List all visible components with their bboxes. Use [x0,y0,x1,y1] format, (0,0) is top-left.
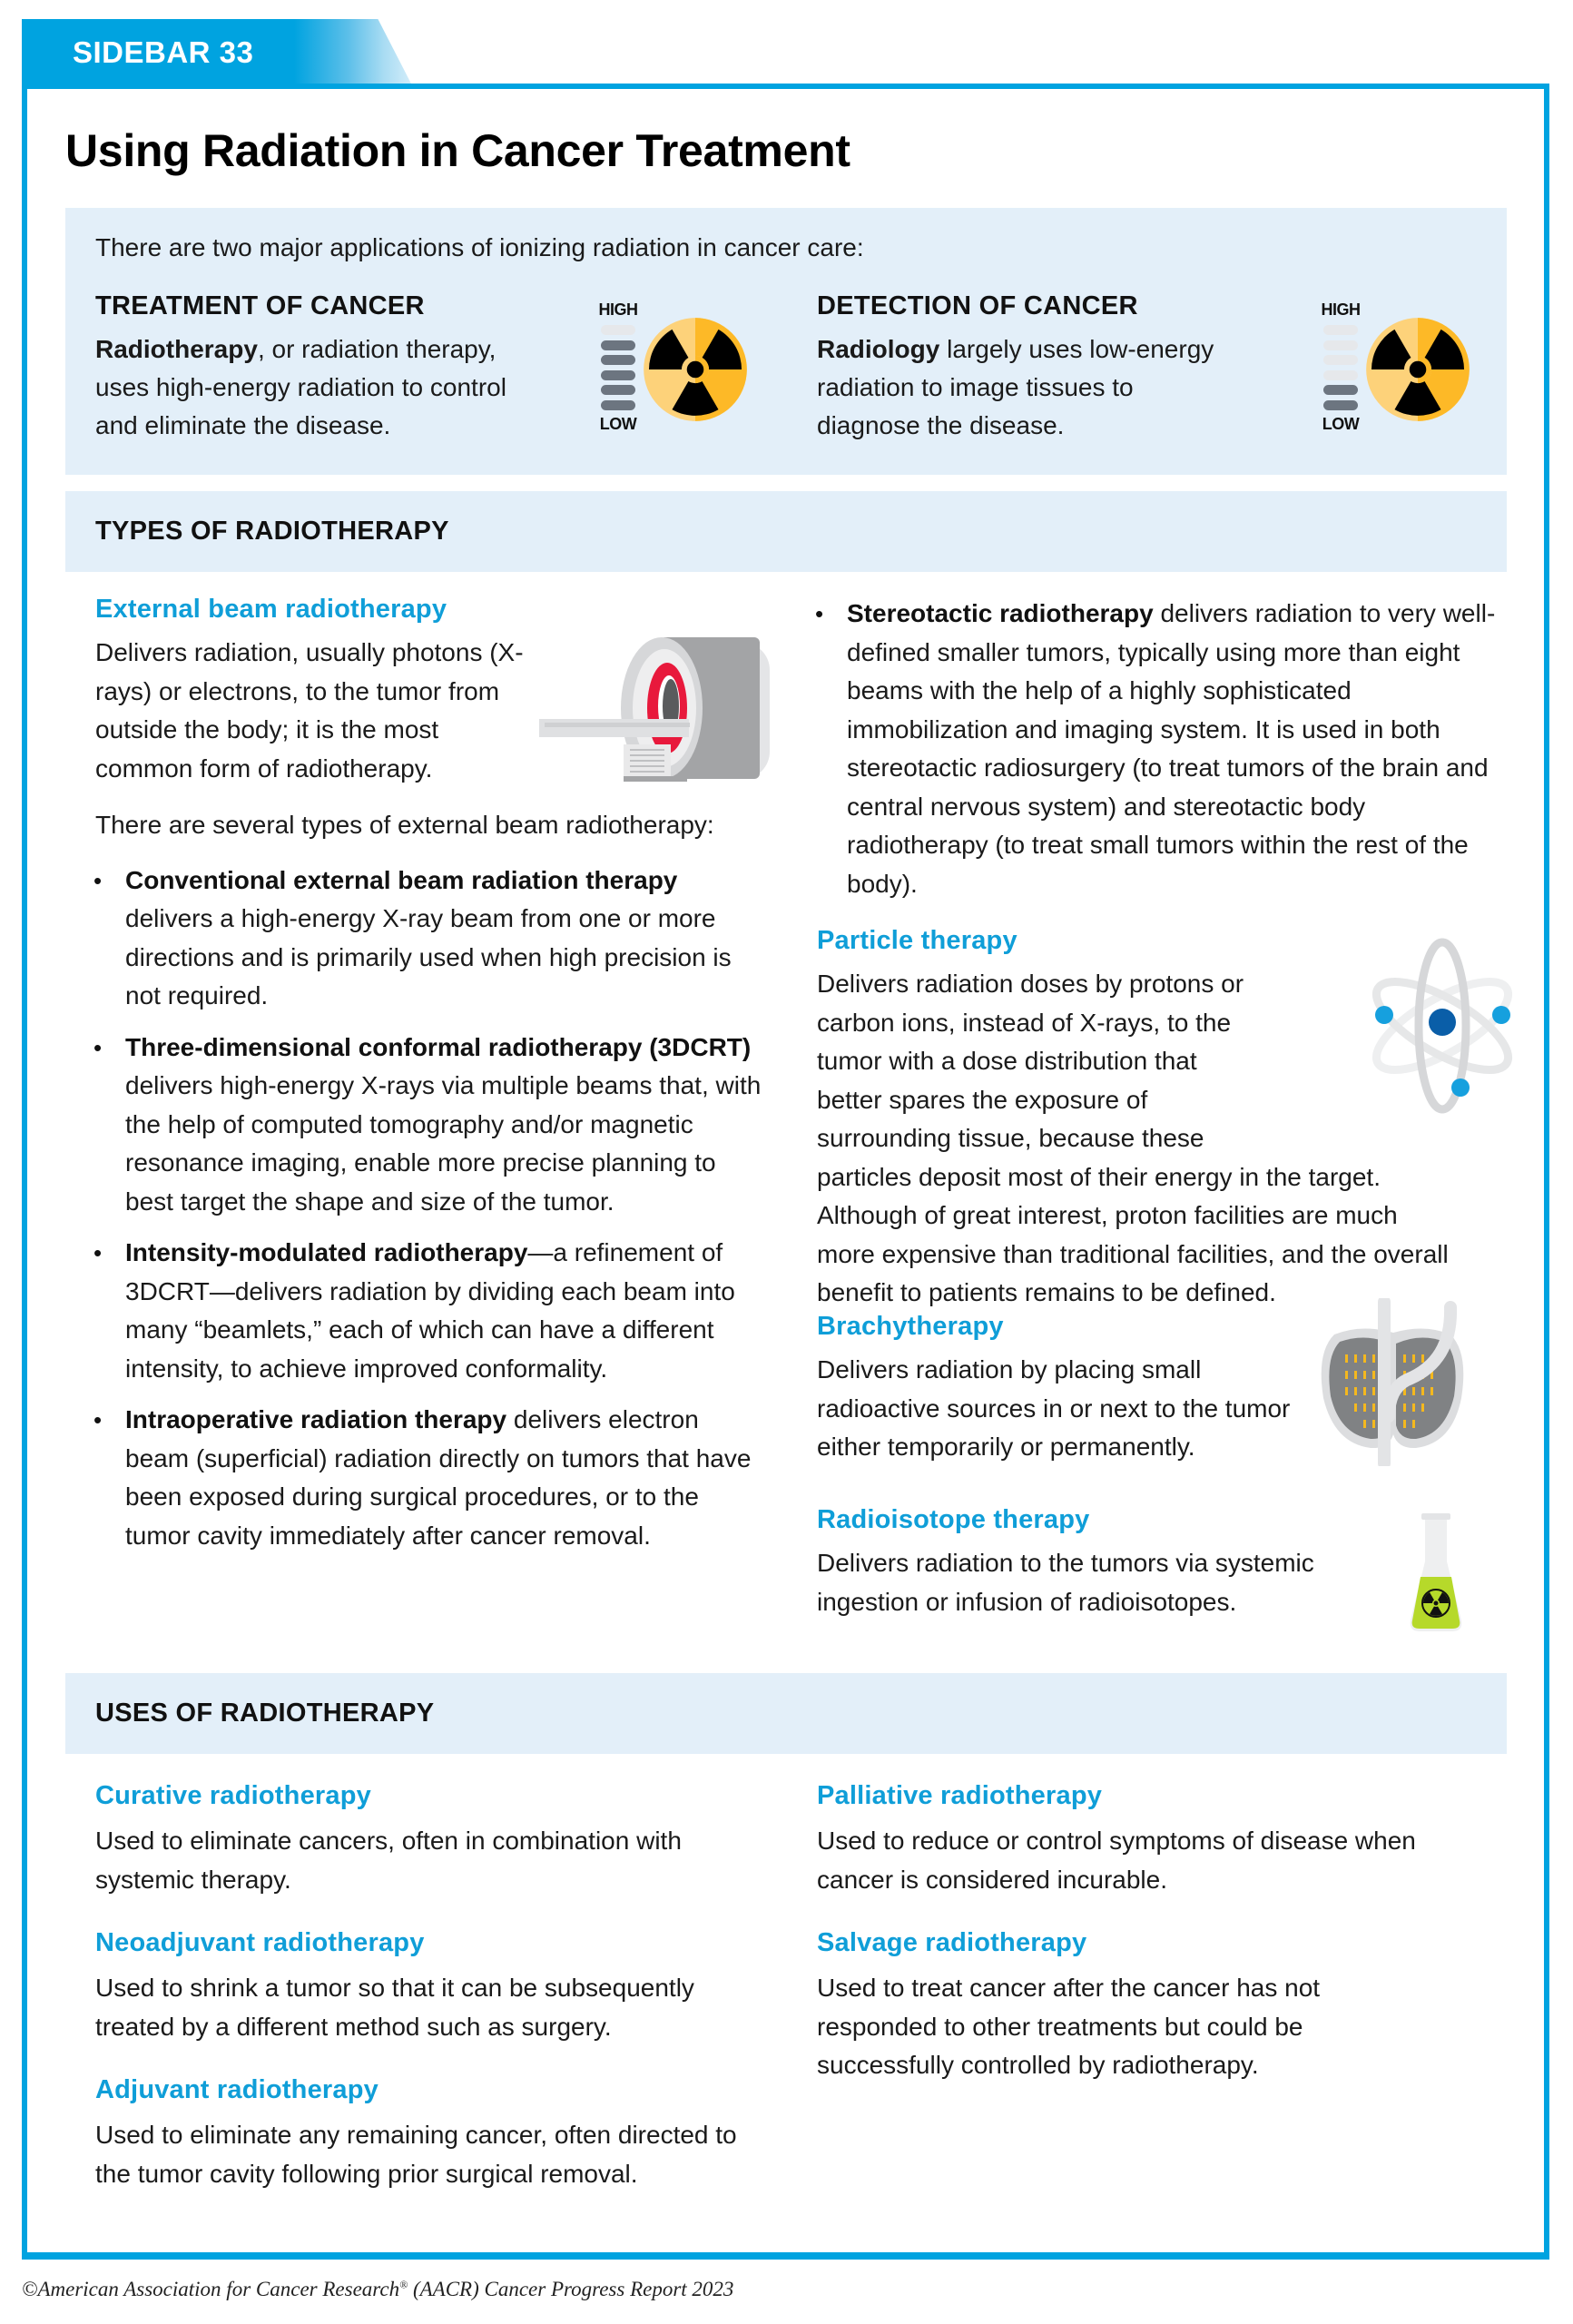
list-item: • Intensity-modulated radiotherapy—a refinement of 3DCRT—delivers radiation by dividing each beam into many “beamlets,” each of which can have a different intensity, to achieve improved conformality. [86,1234,767,1388]
use-description: Used to treat cancer after the cancer has not responded to other treatments but could be successfully controlled by radiotherapy. [817,1974,1321,2079]
sidebar-tab [22,19,414,89]
atom-icon [1362,935,1523,1117]
gauge-bar [1323,400,1358,410]
gauge-bar [601,355,635,365]
treatment-of-cancer [95,291,567,445]
intro-panel [65,208,1507,475]
uses-section-header [65,1673,1507,1754]
radioisotope-therapy-section [817,1505,1380,1621]
use-heading: Adjuvant radiotherapy [95,2075,379,2104]
gauge-bar [1323,340,1358,350]
uses-left-column [95,1781,776,2193]
treatment-description: Radiotherapy, or radiation therapy, uses high-energy radiation to control and eliminate the disease. [95,335,506,439]
use-heading: Palliative radiotherapy [817,1781,1103,1810]
detection-heading: DETECTION OF CANCER [817,291,1138,320]
gauge-bar [1323,325,1358,335]
gauge-low-label: LOW [1322,415,1360,433]
gauge-low-label: LOW [599,415,637,433]
use-description: Used to reduce or control symptoms of disease when cancer is considered incurable. [817,1827,1416,1894]
external-beam-description: Delivers radiation, usually photons (X-rays) or electrons, to the tumor from outside the body; it is the most common form of radiotherapy. [95,638,524,783]
gauge-bar [601,325,635,335]
use-item-palliative [817,1781,1489,1899]
detection-term: Radiology [817,335,940,363]
use-heading: Curative radiotherapy [95,1781,371,1810]
gauge-high-label: HIGH [598,300,638,319]
gauge-bar [601,340,635,350]
list-item: • Intraoperative radiation therapy delivers electron beam (superficial) radiation directly on tumors that have been exposed during surgical procedures, or to the tumor cavity immediately after cancer removal. [86,1401,767,1555]
brachytherapy-heading: Brachytherapy [817,1312,1004,1341]
gauge-bar [1323,370,1358,380]
radioisotope-therapy-heading: Radioisotope therapy [817,1505,1090,1534]
treatment-term: Radiotherapy [95,335,258,363]
uses-right-column [817,1781,1489,2085]
list-item: • Three-dimensional conformal radiotherapy (3DCRT) delivers high-energy X-rays via multiple beams that, with the help of computed tomography and/or magnetic resonance imaging, enable more precise planning to best target the shape and size of the tumor. [86,1029,767,1222]
radioisotope-therapy-description: Delivers radiation to the tumors via systemic ingestion or infusion of radioisotopes. [817,1549,1314,1616]
particle-therapy-heading: Particle therapy [817,926,1018,955]
use-description: Used to shrink a tumor so that it can be subsequently treated by a different method such as surgery. [95,1974,694,2041]
external-beam-heading: External beam radiotherapy [95,595,447,624]
use-item-curative [95,1781,776,1899]
copyright-footer: ©American Association for Cancer Research® (AACR) Cancer Progress Report 2023 [22,2278,734,2300]
prostate-seeds-icon [1316,1298,1470,1466]
radioactive-flask-icon [1409,1512,1463,1634]
gauge-bar [601,385,635,395]
list-item: • Conventional external beam radiation therapy delivers a high-energy X-ray beam from one or more directions and is primarily used when high precision is not required. [86,862,767,1016]
detection-energy-gauge [1318,300,1363,434]
gauge-bar [601,400,635,410]
gauge-bar [1323,385,1358,395]
section-heading: TYPES OF RADIOTHERAPY [95,517,449,546]
detection-of-cancer [817,291,1289,445]
external-beam-types-list-continued [808,595,1507,903]
gauge-bar [601,370,635,380]
external-beam-lead-in: There are several types of external beam radiotherapy: [95,811,714,839]
brachytherapy-section [817,1312,1325,1467]
use-item-neoadjuvant [95,1928,776,2046]
ct-scanner-icon [537,635,775,783]
detection-description: Radiology largely uses low-energy radiation to image tissues to diagnose the disease. [817,335,1214,439]
list-item: • Stereotactic radiotherapy delivers radiation to very well-defined smaller tumors, typically using more than eight beams with the help of a highly sophisticated immobilization and imaging system. It is used in both stereotactic radiosurgery (to treat tumors of the brain and central nervous system) and stereotactic body radiotherapy (to treat small tumors within the rest of the body). [808,595,1507,903]
intro-text: There are two major applications of ionizing radiation in cancer care: [95,233,864,261]
tab-gradient-edge [294,19,414,89]
section-heading: USES OF RADIOTHERAPY [95,1699,435,1728]
sidebar-number: SIDEBAR 33 [73,35,254,69]
treatment-heading: TREATMENT OF CANCER [95,291,425,320]
particle-therapy-description: Delivers radiation doses by protons or carbon ions, instead of X-rays, to the tumor with a dose distribution that better spares the exposure of surrounding tissue, because these particles deposit most of their energy in the target. Although of great interest, proton facilities are much more expensive than traditional facilities, and the overall benefit to patients remains to be defined. [817,970,1449,1306]
gauge-high-label: HIGH [1321,300,1361,319]
use-description: Used to eliminate any remaining cancer, often directed to the tumor cavity following prior surgical removal. [95,2121,737,2188]
radiation-hazard-icon [1365,317,1470,422]
radiation-hazard-icon [643,317,748,422]
gauge-bars [601,325,635,410]
use-item-salvage [817,1928,1489,2085]
stereotactic-section [817,595,1507,916]
use-item-adjuvant [95,2075,776,2193]
gauge-bars [1323,325,1358,410]
brachytherapy-description: Delivers radiation by placing small radioactive sources in or next to the tumor either temporarily or permanently. [817,1355,1291,1461]
use-description: Used to eliminate cancers, often in combination with systemic therapy. [95,1827,682,1894]
use-heading: Salvage radiotherapy [817,1928,1087,1957]
external-beam-types-list [86,862,767,1556]
page-title: Using Radiation in Cancer Treatment [65,125,850,176]
types-section-header [65,491,1507,572]
use-heading: Neoadjuvant radiotherapy [95,1928,425,1957]
gauge-bar [1323,355,1358,365]
treatment-energy-gauge [595,300,641,434]
